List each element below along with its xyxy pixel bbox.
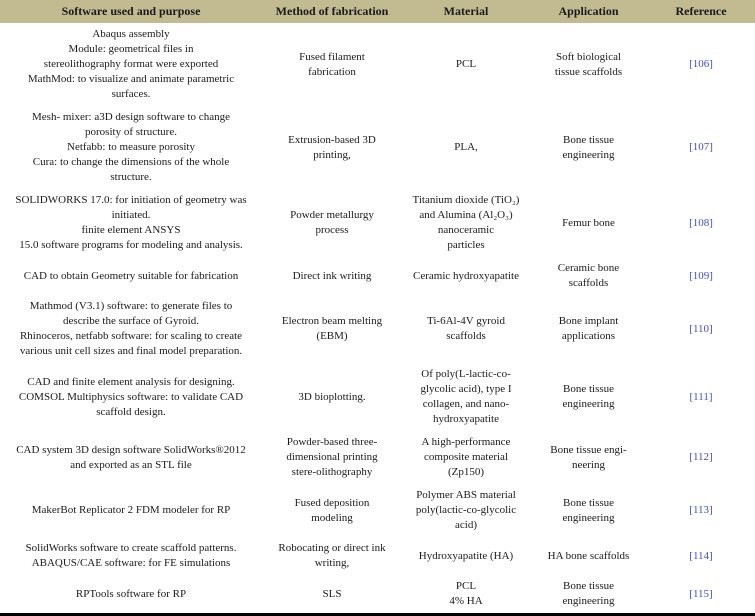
material-cell	[402, 295, 530, 363]
cell-line: process	[315, 224, 349, 236]
cell-line: Ti-6Al-4V gyroid	[427, 315, 505, 327]
cell-line: composite material	[424, 451, 508, 463]
cell-line: Extrusion-based 3D	[288, 133, 376, 146]
cell-line: Bone tissue	[562, 383, 615, 395]
cell-line: 3D bioplotting.	[298, 390, 366, 403]
column-header-reference: Reference	[647, 0, 755, 23]
cell-line: fabrication	[308, 65, 356, 78]
cell-line: Powder-based three-	[286, 436, 378, 448]
cell-line: CAD to obtain Geometry suitable for fabrication	[23, 269, 239, 282]
cell-line: Fused deposition	[294, 496, 370, 509]
material-cell	[402, 575, 530, 615]
material-cell	[402, 23, 530, 106]
reference-cell	[647, 189, 755, 257]
column-header-method: Method of fabrication	[262, 0, 402, 23]
reference-cell	[647, 106, 755, 189]
material-cell	[402, 431, 530, 484]
cell-line: engineering	[562, 511, 615, 524]
cell-line: ABAQUS/CAE software: for FE simulations	[31, 557, 231, 569]
cell-line: PCL	[455, 580, 477, 592]
reference-citation-link[interactable]: [112]	[689, 451, 713, 463]
method-cell	[262, 106, 402, 189]
method-cell	[262, 537, 402, 575]
cell-line: applications	[561, 330, 616, 342]
cell-line: scaffold design.	[96, 405, 166, 418]
cell-line: scaffolds	[568, 277, 609, 289]
reference-cell	[647, 431, 755, 484]
reference-citation-link[interactable]: [110]	[689, 322, 713, 335]
reference-citation-link[interactable]: [107]	[689, 141, 713, 153]
cell-line: CAD system 3D design software SolidWorks®2012	[16, 443, 246, 456]
cell-line: Bone tissue engi-	[550, 443, 627, 456]
cell-line: PCL	[455, 58, 477, 70]
cell-line: Bone tissue	[562, 133, 615, 146]
cell-line: stere-olithography	[291, 466, 373, 478]
software-cell	[0, 106, 262, 189]
reference-cell	[647, 257, 755, 295]
reference-citation-link[interactable]: [114]	[689, 549, 713, 562]
cell-line: acid)	[455, 519, 477, 531]
cell-line: engineering	[562, 595, 615, 607]
cell-line: Robocating or direct ink	[278, 542, 386, 554]
reference-citation-link[interactable]: [113]	[689, 504, 713, 516]
cell-line: printing,	[313, 148, 351, 161]
cell-line: PLA,	[454, 141, 478, 153]
method-cell	[262, 575, 402, 615]
reference-cell	[647, 23, 755, 106]
reference-cell	[647, 575, 755, 615]
cell-line: and exported as an STL file	[70, 458, 192, 471]
application-cell	[530, 537, 647, 575]
cell-line: Polymer ABS material	[416, 489, 516, 501]
cell-line: Cura: to change the dimensions of the whole	[32, 156, 230, 168]
application-cell	[530, 484, 647, 537]
cell-line: modeling	[311, 511, 353, 524]
cell-line: writing,	[314, 557, 350, 569]
cell-line: A high-performance	[421, 436, 511, 448]
cell-line: porosity of structure.	[85, 126, 177, 138]
application-cell	[530, 363, 647, 431]
method-cell	[262, 189, 402, 257]
cell-line: MakerBot Replicator 2 FDM modeler for RP	[31, 504, 231, 516]
table-row	[0, 537, 755, 575]
cell-line: nanoceramic	[437, 224, 495, 236]
cell-line: poly(lactic-co-glycolic	[415, 504, 517, 516]
material-cell	[402, 363, 530, 431]
application-cell	[530, 23, 647, 106]
cell-line: structure.	[110, 171, 152, 183]
cell-line: Abaqus assembly	[92, 28, 170, 40]
cell-line: (Zp150)	[447, 466, 485, 478]
method-cell	[262, 257, 402, 295]
cell-line: scaffolds	[446, 330, 486, 342]
software-cell	[0, 23, 262, 106]
cell-line: HA bone scaffolds	[547, 549, 630, 562]
method-cell	[262, 295, 402, 363]
application-cell	[530, 257, 647, 295]
software-cell	[0, 484, 262, 537]
cell-line: describe the surface of Gyroid.	[63, 315, 199, 327]
cell-line: COMSOL Multiphysics software: to validate CAD	[18, 390, 244, 403]
method-cell	[262, 431, 402, 484]
software-cell	[0, 257, 262, 295]
table-row	[0, 189, 755, 257]
cell-line: engineering	[562, 398, 615, 410]
reference-citation-link[interactable]: [115]	[689, 587, 713, 600]
software-cell	[0, 189, 262, 257]
cell-line: and Alumina (Al₂O₃)	[419, 209, 513, 221]
application-cell	[530, 575, 647, 615]
cell-line: Electron beam melting	[281, 315, 383, 327]
cell-line: Of poly(L-lactic-co-	[421, 368, 511, 380]
cell-line: collagen, and nano-	[422, 398, 510, 410]
application-cell	[530, 431, 647, 484]
method-cell	[262, 484, 402, 537]
cell-line: SLS	[322, 587, 342, 600]
table-row	[0, 431, 755, 484]
cell-line: Femur bone	[562, 216, 615, 229]
application-cell	[530, 189, 647, 257]
cell-line: 15.0 software programs for modeling and analysis.	[19, 239, 243, 251]
cell-line: Hydroxyapatite (HA)	[418, 549, 514, 562]
cell-line: neering	[572, 458, 605, 471]
table-row	[0, 484, 755, 537]
column-header-material: Material	[402, 0, 530, 23]
application-cell	[530, 106, 647, 189]
reference-cell	[647, 484, 755, 537]
reference-citation-link[interactable]: [109]	[689, 269, 713, 282]
reference-citation-link[interactable]: [106]	[689, 58, 713, 70]
cell-line: Bone tissue	[562, 580, 615, 592]
cell-line: SOLIDWORKS 17.0: for initiation of geometry was	[15, 194, 247, 206]
software-cell	[0, 537, 262, 575]
cell-line: Ceramic hydroxyapatite	[413, 269, 519, 282]
cell-line: engineering	[562, 148, 615, 161]
cell-line: Netfabb: to measure porosity	[67, 141, 195, 153]
cell-line: Module: geometrical files in	[68, 43, 194, 55]
application-cell	[530, 295, 647, 363]
cell-line: surfaces.	[111, 88, 151, 100]
reference-cell	[647, 363, 755, 431]
cell-line: RPTools software for RP	[75, 587, 187, 600]
reference-cell	[647, 295, 755, 363]
material-cell	[402, 189, 530, 257]
column-header-application: Application	[530, 0, 647, 23]
cell-line: CAD and finite element analysis for designing.	[27, 375, 235, 388]
software-cell	[0, 363, 262, 431]
cell-line: Rhinoceros, netfabb software: for scaling to create	[19, 330, 243, 342]
cell-line: 4% HA	[449, 595, 483, 607]
software-cell	[0, 431, 262, 484]
cell-line: Powder metallurgy	[290, 209, 374, 221]
table-header	[0, 0, 755, 23]
cell-line: SolidWorks software to create scaffold patterns.	[25, 542, 237, 554]
reference-citation-link[interactable]: [111]	[689, 390, 713, 403]
cell-line: tissue scaffolds	[554, 65, 623, 78]
header-row	[0, 0, 755, 23]
cell-line: stereolithography format were exported	[43, 58, 219, 70]
material-cell	[402, 257, 530, 295]
table-row	[0, 106, 755, 189]
table-body	[0, 23, 755, 615]
cell-line: Mesh- mixer: a3D design software to change	[32, 111, 230, 123]
table-row	[0, 295, 755, 363]
cell-line: Mathmod (V3.1) software: to generate files to	[29, 300, 233, 312]
cell-line: dimensional printing	[286, 451, 378, 463]
table-row	[0, 575, 755, 615]
material-cell	[402, 537, 530, 575]
cell-line: finite element ANSYS	[81, 224, 181, 236]
cell-line: Direct ink writing	[292, 269, 372, 282]
reference-citation-link[interactable]: [108]	[689, 216, 713, 229]
cell-line: various unit cell sizes and final model preparation.	[19, 345, 243, 357]
cell-line: Bone tissue	[562, 496, 615, 509]
reference-cell	[647, 537, 755, 575]
cell-line: initiated.	[111, 209, 151, 221]
cell-line: (EBM)	[316, 330, 348, 342]
table-row	[0, 363, 755, 431]
cell-line: Soft biological	[555, 50, 622, 63]
cell-line: MathMod: to visualize and animate parametric	[27, 73, 235, 85]
cell-line: Fused filament	[299, 50, 365, 63]
cell-line: hydroxyapatite	[433, 413, 499, 425]
table-row	[0, 23, 755, 106]
method-cell	[262, 363, 402, 431]
column-header-software: Software used and purpose	[0, 0, 262, 23]
table-row	[0, 257, 755, 295]
material-cell	[402, 484, 530, 537]
cell-line: Titanium dioxide (TiO₂)	[412, 194, 520, 206]
software-cell	[0, 575, 262, 615]
cell-line: Bone implant	[558, 315, 619, 327]
cell-line: particles	[447, 239, 485, 251]
method-cell	[262, 23, 402, 106]
cell-line: glycolic acid), type I	[420, 383, 512, 395]
material-cell	[402, 106, 530, 189]
cell-line: Ceramic bone	[557, 262, 620, 274]
software-cell	[0, 295, 262, 363]
